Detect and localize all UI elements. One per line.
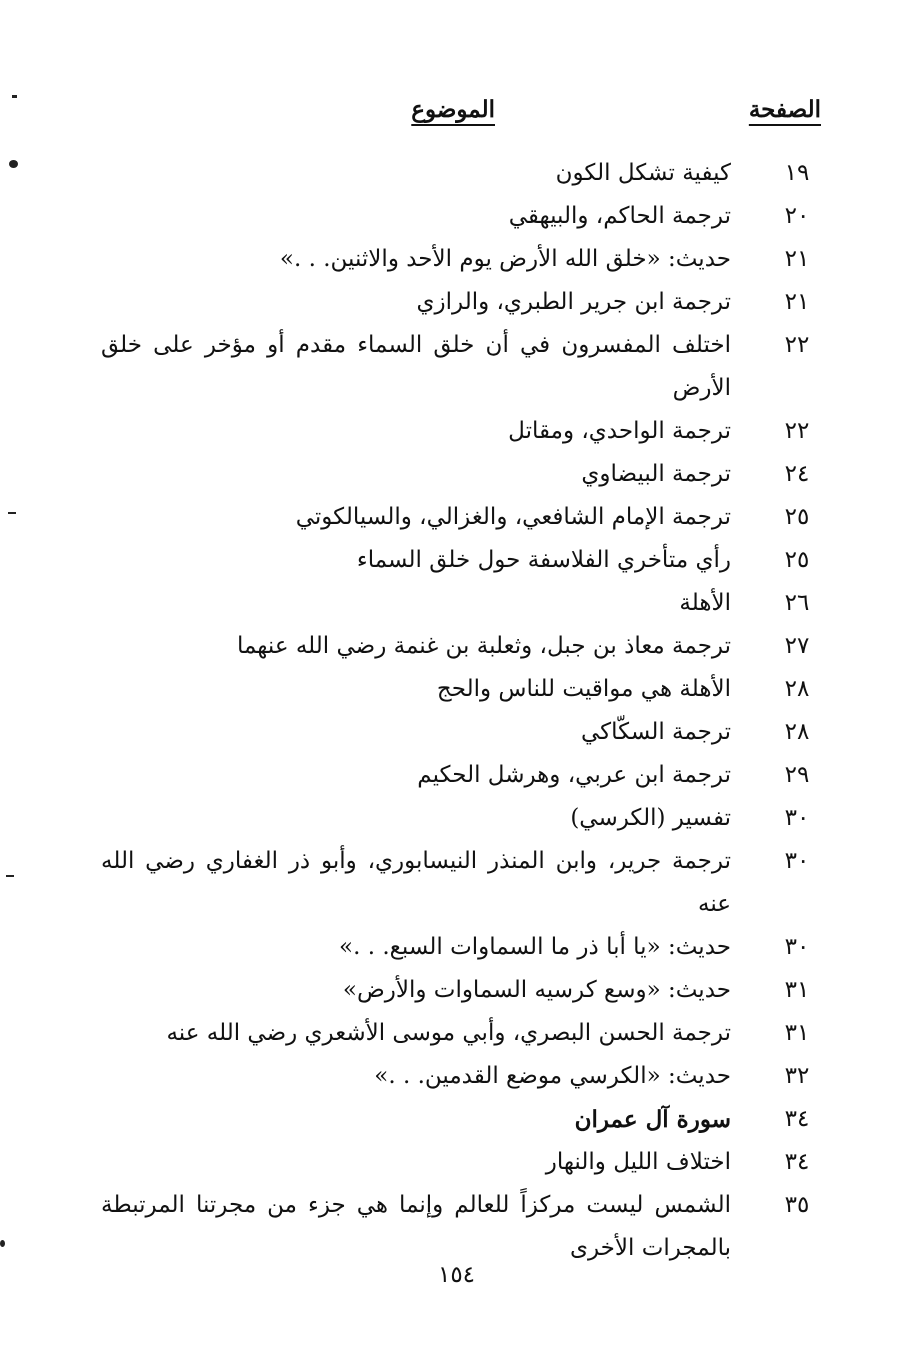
contents-row xyxy=(101,668,821,711)
row-topic: اختلاف الليل والنهار xyxy=(545,1149,731,1175)
row-page-number: ١٩ xyxy=(784,160,810,186)
row-topic: ترجمة معاذ بن جبل، وثعلبة بن غنمة رضي الله عنهما xyxy=(236,633,731,659)
contents-row xyxy=(101,840,821,926)
contents-row xyxy=(101,195,821,238)
contents-row xyxy=(101,582,821,625)
row-topic: تفسير (الكرسي) xyxy=(570,805,731,831)
page-column-header: الصفحة xyxy=(748,96,821,123)
row-topic: ترجمة الإمام الشافعي، والغزالي، والسيالكوتي xyxy=(295,504,731,530)
row-page-number: ٣١ xyxy=(784,977,810,1003)
contents-row xyxy=(101,453,821,496)
contents-row xyxy=(101,926,821,969)
scan-speck xyxy=(0,1240,5,1247)
row-page-number: ٣٠ xyxy=(784,805,810,831)
row-topic: حديث: «يا أبا ذر ما السماوات السبع. . .» xyxy=(339,934,731,960)
contents-row xyxy=(101,410,821,453)
contents-row xyxy=(101,1012,821,1055)
row-page-number: ٣١ xyxy=(784,1020,810,1046)
row-topic: ترجمة ابن عربي، وهرشل الحكيم xyxy=(417,762,731,788)
row-page-number: ٣٤ xyxy=(784,1106,810,1132)
scan-speck xyxy=(12,95,17,98)
contents-row xyxy=(101,1055,821,1098)
row-page-number: ٢٢ xyxy=(784,332,810,358)
row-page-number: ٢٥ xyxy=(784,504,810,530)
row-page-number: ٢٠ xyxy=(784,203,810,229)
row-page-number: ٣٠ xyxy=(784,848,810,874)
row-page-number: ٣٤ xyxy=(784,1149,810,1175)
row-topic: ترجمة الحسن البصري، وأبي موسى الأشعري رضي الله عنه xyxy=(166,1020,731,1046)
row-page-number: ٢٦ xyxy=(784,590,810,616)
scan-speck xyxy=(8,512,16,514)
contents-row xyxy=(101,281,821,324)
contents-row xyxy=(101,152,821,195)
contents-row xyxy=(101,324,821,410)
row-topic: الأهلة xyxy=(679,590,731,616)
contents-row xyxy=(101,754,821,797)
page-number: ١٥٤ xyxy=(437,1262,476,1288)
contents-row xyxy=(101,496,821,539)
row-topic: حديث: «خلق الله الأرض يوم الأحد والاثنين. . .» xyxy=(279,246,731,272)
row-topic: حديث: «وسع كرسيه السماوات والأرض» xyxy=(342,977,731,1003)
row-topic: حديث: «الكرسي موضع القدمين. . .» xyxy=(374,1063,731,1089)
topic-column-header: الموضوع xyxy=(411,96,495,123)
row-page-number: ٢١ xyxy=(784,246,810,272)
contents-list xyxy=(101,152,821,1270)
row-topic: ترجمة الحاكم، والبيهقي xyxy=(508,203,731,229)
row-page-number: ٣٥ xyxy=(784,1192,810,1218)
contents-row xyxy=(101,711,821,754)
row-topic: ترجمة الواحدي، ومقاتل xyxy=(508,418,731,444)
contents-row xyxy=(101,539,821,582)
contents-row xyxy=(101,238,821,281)
contents-row xyxy=(101,1184,821,1270)
row-page-number: ٢٢ xyxy=(784,418,810,444)
row-topic: ترجمة البيضاوي xyxy=(581,461,731,487)
row-page-number: ٢٩ xyxy=(784,762,810,788)
scan-speck xyxy=(6,875,14,877)
scan-speck xyxy=(9,160,18,168)
row-page-number: ٢٧ xyxy=(784,633,810,659)
contents-row xyxy=(101,1141,821,1184)
row-topic: ترجمة ابن جرير الطبري، والرازي xyxy=(416,289,731,315)
row-topic: رأي متأخري الفلاسفة حول خلق السماء xyxy=(356,547,731,573)
contents-row xyxy=(101,1098,821,1141)
row-topic: الأهلة هي مواقيت للناس والحج xyxy=(436,676,731,702)
row-page-number: ٢٨ xyxy=(784,676,810,702)
contents-row xyxy=(101,625,821,668)
row-page-number: ٣٠ xyxy=(784,934,810,960)
row-page-number: ٣٢ xyxy=(784,1063,810,1089)
contents-row xyxy=(101,969,821,1012)
row-page-number: ٢٨ xyxy=(784,719,810,745)
row-topic: الشمس ليست مركزاً للعالم وإنما هي جزء من مجرتنا المرتبطة بالمجرات الأخرى xyxy=(101,1192,731,1261)
row-page-number: ٢٤ xyxy=(784,461,810,487)
row-topic: ترجمة السكّاكي xyxy=(581,719,731,745)
row-topic: ترجمة جرير، وابن المنذر النيسابوري، وأبو ذر الغفاري رضي الله عنه xyxy=(101,848,731,917)
row-page-number: ٢١ xyxy=(784,289,810,315)
row-page-number: ٢٥ xyxy=(784,547,810,573)
contents-row xyxy=(101,797,821,840)
row-topic: كيفية تشكل الكون xyxy=(555,160,731,186)
row-topic: اختلف المفسرون في أن خلق السماء مقدم أو مؤخر على خلق الأرض xyxy=(101,332,731,401)
row-topic: سورة آل عمران xyxy=(574,1106,731,1133)
